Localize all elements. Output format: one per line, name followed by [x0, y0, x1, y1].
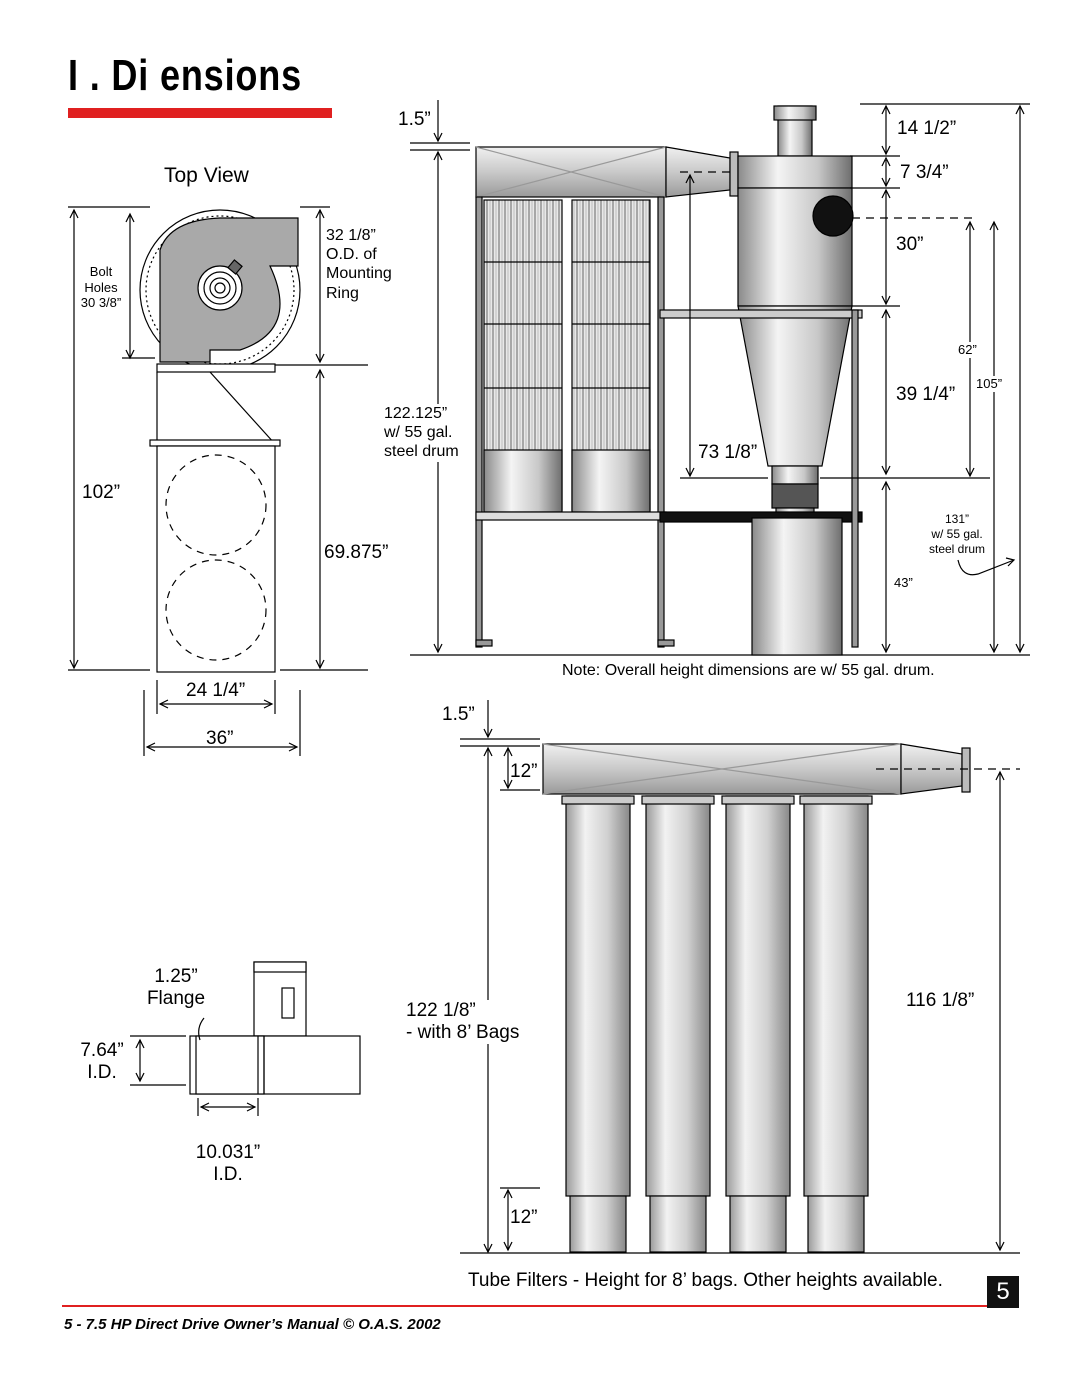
tube-filter-drawing — [460, 700, 1020, 1253]
tube-dim-12-bottom: 12” — [510, 1207, 538, 1228]
tube-total-height-line-1: 122 1/8” — [406, 1000, 476, 1021]
dim-69875: 69.875” — [324, 542, 389, 563]
tube-total-height-label — [406, 1000, 519, 1044]
overall-131-line-3: steel drum — [928, 542, 986, 556]
dim-30: 30” — [896, 234, 924, 255]
mounting-ring-line-4: Ring — [326, 284, 359, 302]
top-view-heading: Top View — [164, 164, 249, 187]
footer-rule — [62, 1305, 987, 1307]
dim-73-1-8: 73 1/8” — [698, 442, 758, 463]
mounting-ring-line-1: 32 1/8” — [326, 227, 376, 244]
overall-131-line-1: 131” — [944, 512, 970, 526]
tube-caption: Tube Filters - Height for 8’ bags. Other heights available. — [468, 1270, 943, 1291]
side-total-height-label — [384, 404, 459, 462]
page-title: I . Di ensions — [68, 51, 303, 100]
flange-size-label — [138, 966, 214, 1010]
mounting-ring-line-3: Mounting — [326, 265, 392, 283]
bolt-holes-line-2: Holes — [84, 279, 118, 295]
inlet-id-line-2: I.D. — [87, 1061, 117, 1083]
outlet-id-label — [186, 1142, 270, 1186]
tube-dim-12-top: 12” — [510, 761, 538, 782]
dim-14-1-2: 14 1/2” — [897, 118, 957, 139]
dim-116-1-8: 116 1/8” — [906, 990, 975, 1011]
bolt-holes-line-3: 30 3/8” — [80, 295, 122, 311]
dim-43: 43” — [894, 575, 913, 590]
dim-105: 105” — [976, 376, 1003, 391]
outlet-id-line-1: 10.031” — [195, 1142, 261, 1163]
drum-note: Note: Overall height dimensions are w/ 55 gal. drum. — [562, 662, 935, 679]
dim-36: 36” — [206, 728, 234, 749]
dim-24-1-4: 24 1/4” — [186, 680, 246, 701]
inlet-id-label — [72, 1040, 132, 1084]
outlet-id-line-2: I.D. — [213, 1163, 243, 1185]
mounting-ring-label — [326, 226, 392, 303]
inlet-id-line-1: 7.64” — [80, 1040, 124, 1061]
dim-39-1-4: 39 1/4” — [896, 384, 956, 405]
side-total-height-line-1: 122.125” — [384, 405, 448, 422]
overall-131-line-2: w/ 55 gal. — [931, 527, 983, 541]
mounting-ring-line-2: O.D. of — [326, 246, 377, 264]
side-dim-1-5: 1.5” — [398, 109, 431, 130]
flange-size-line-1: 1.25” — [154, 966, 198, 987]
tube-dim-1-5: 1.5” — [442, 704, 475, 725]
dim-102: 102” — [82, 482, 121, 503]
dim-7-3-4: 7 3/4” — [900, 162, 949, 183]
page-number-badge: 5 — [987, 1276, 1019, 1308]
footer-text: 5 - 7.5 HP Direct Drive Owner’s Manual © O.A.S. 2002 — [64, 1316, 441, 1333]
side-total-height-line-3: steel drum — [384, 443, 459, 461]
flange-size-line-2: Flange — [146, 987, 206, 1009]
side-total-height-line-2: w/ 55 gal. — [384, 424, 453, 442]
bolt-holes-line-1: Bolt — [89, 264, 113, 279]
bolt-holes-label — [76, 264, 126, 311]
tube-total-height-line-2: - with 8’ Bags — [406, 1021, 520, 1043]
overall-131-label — [922, 512, 992, 557]
dim-62: 62” — [958, 342, 977, 357]
